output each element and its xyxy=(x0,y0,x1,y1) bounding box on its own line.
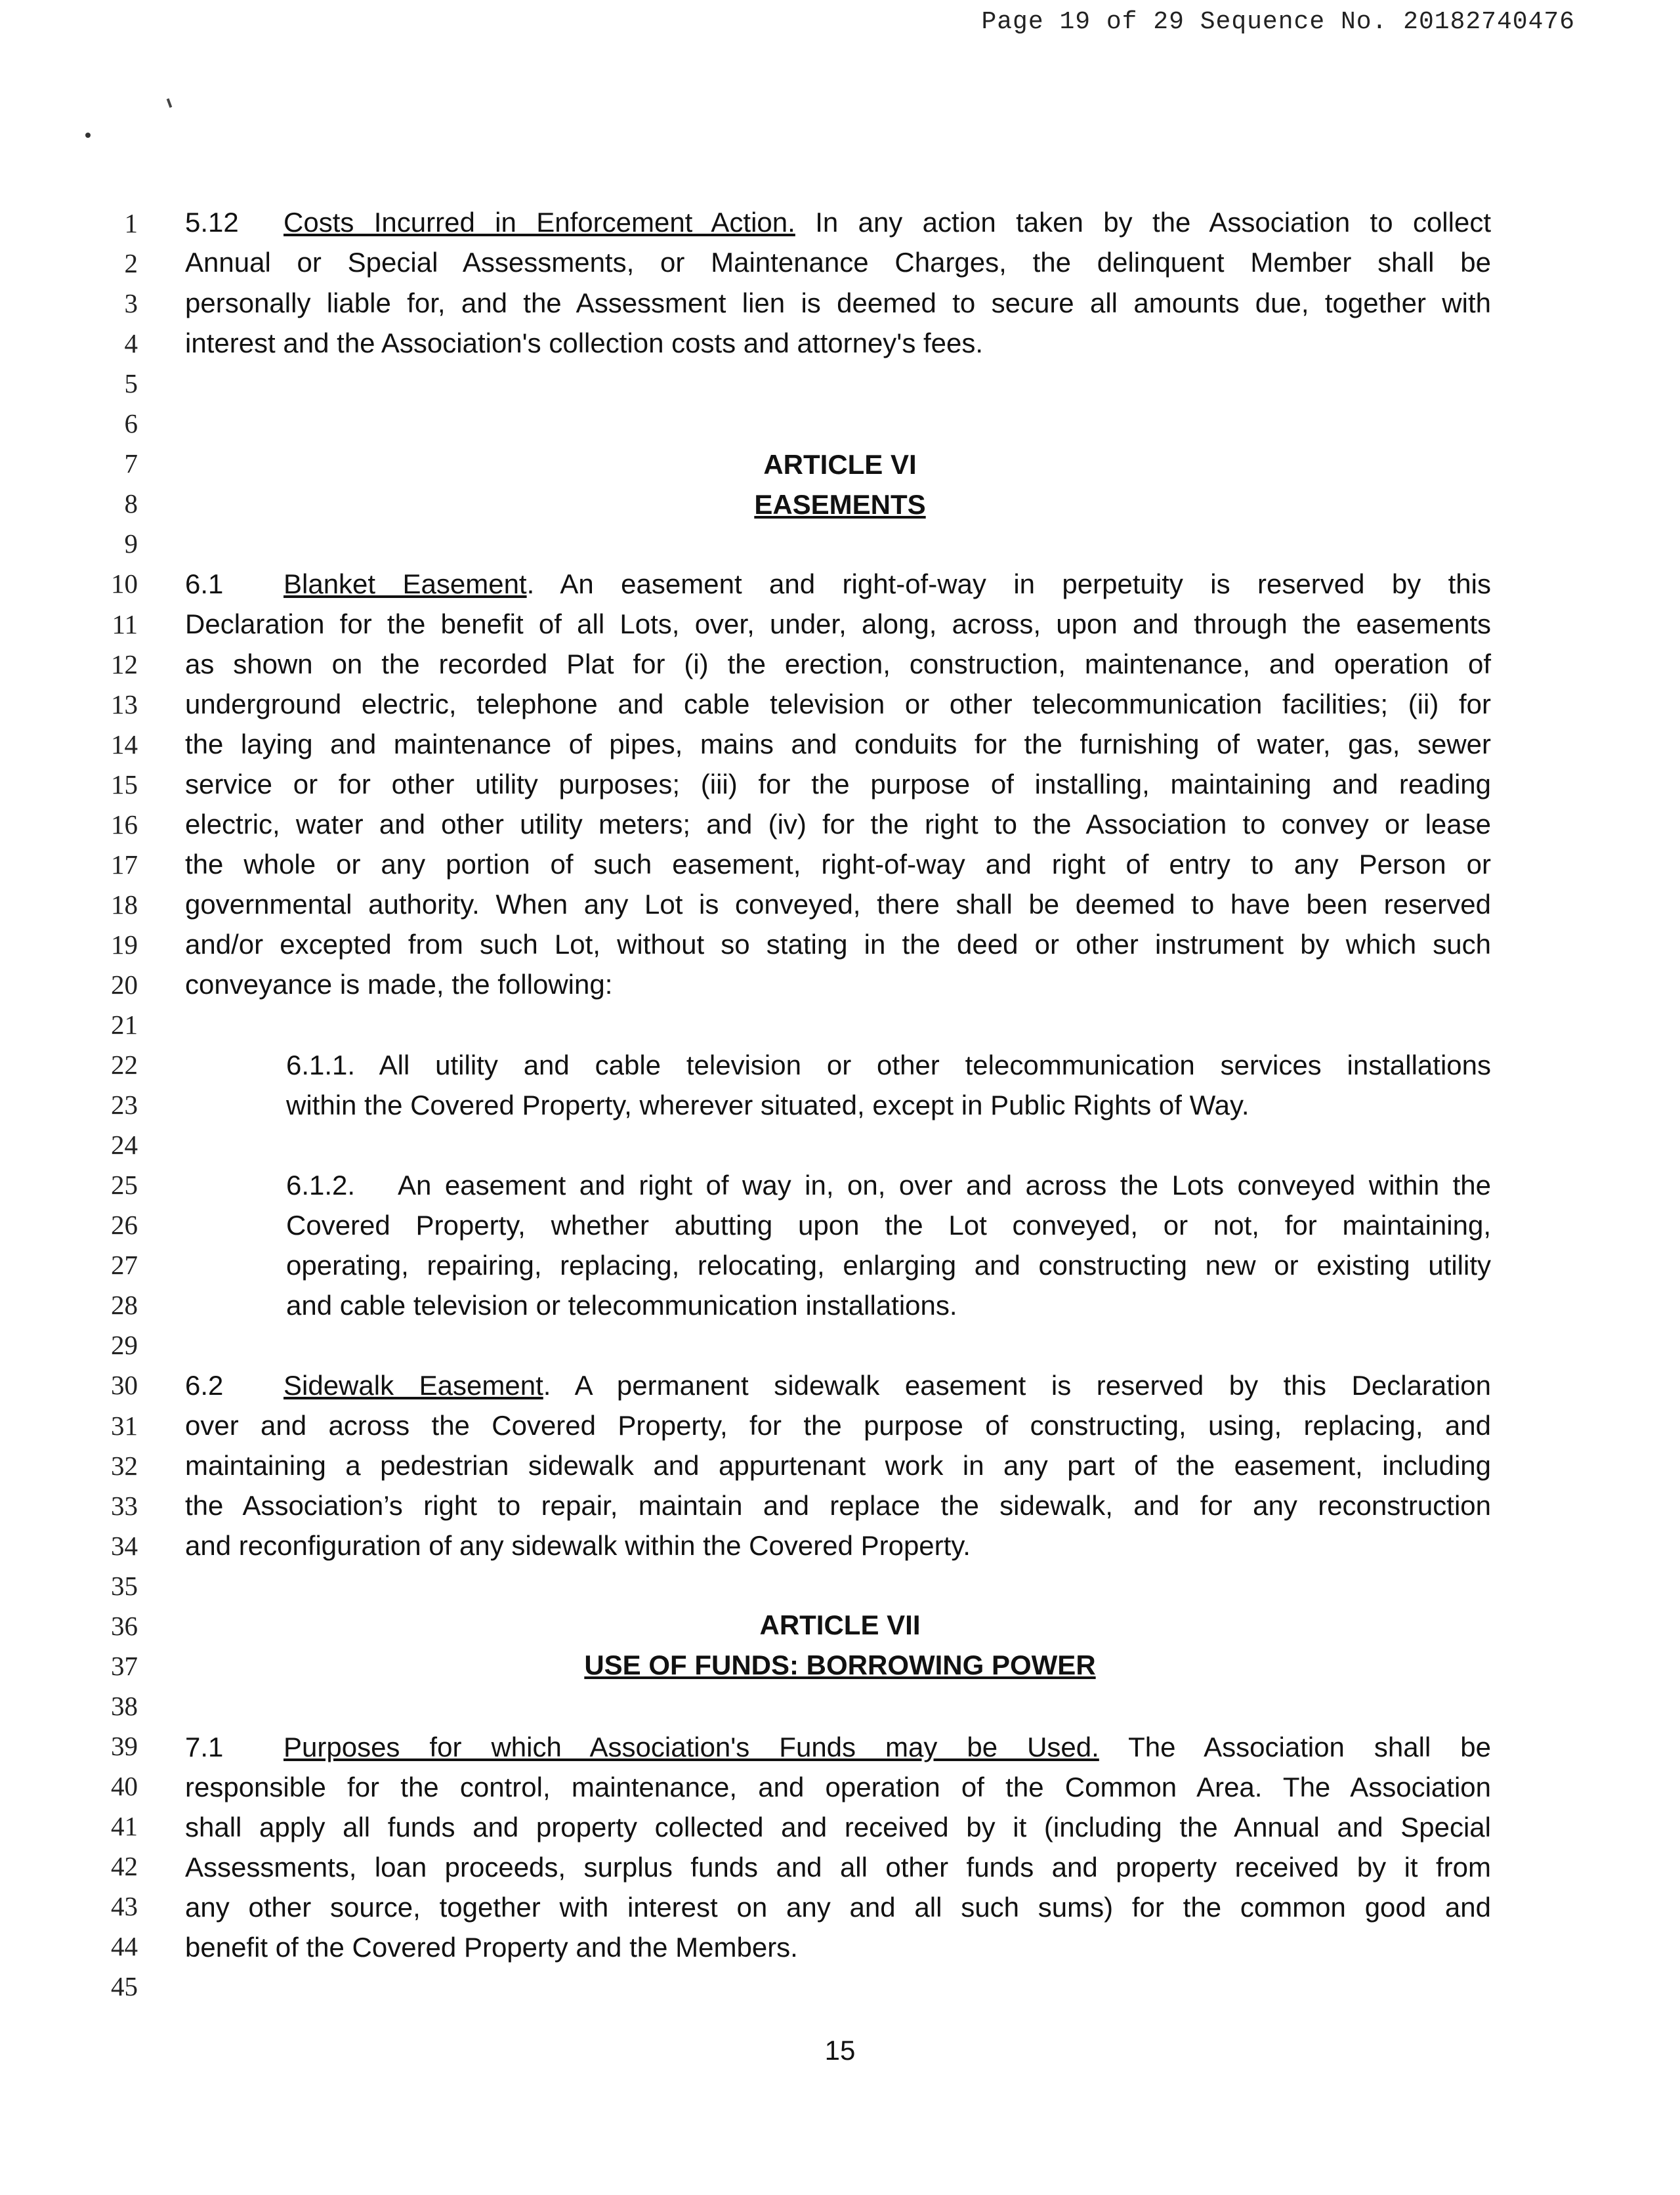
line-number: 14 xyxy=(111,729,138,759)
line-number: 26 xyxy=(111,1210,138,1240)
line-number: 20 xyxy=(111,970,138,1000)
line-number: 8 xyxy=(124,488,138,519)
line-number: 35 xyxy=(111,1571,138,1601)
line-number: 4 xyxy=(124,328,138,358)
line-number: 11 xyxy=(112,609,138,639)
subsection-6-1-2-line-1 xyxy=(286,1168,1491,1203)
line-number: 30 xyxy=(111,1370,138,1400)
line-number: 24 xyxy=(111,1130,138,1160)
section-number: 6.2 xyxy=(185,1370,224,1401)
line-number: 21 xyxy=(111,1010,138,1040)
section-text-line: as shown on the recorded Plat for (i) the erection, construction, maintenance, and operation of xyxy=(185,649,1491,679)
scan-speck xyxy=(167,98,173,108)
section-text-line: responsible for the control, maintenance, and operation of the Common Area. The Association xyxy=(185,1772,1491,1802)
section-text-line: maintaining a pedestrian sidewalk and appurtenant work in any part of the easement, including xyxy=(185,1450,1491,1481)
line-number: 6 xyxy=(124,408,138,438)
subsection-text-line: and cable television or telecommunication installations. xyxy=(286,1290,957,1321)
line-number: 1 xyxy=(124,208,138,238)
subsection-number: 6.1.2. xyxy=(286,1170,356,1201)
article-6-title: EASEMENTS xyxy=(754,489,926,520)
line-number: 5 xyxy=(124,368,138,398)
section-text-line: shall apply all funds and property collected and received by it (including the Annual and Special xyxy=(185,1812,1491,1843)
line-number: 2 xyxy=(124,248,138,278)
line-number: 23 xyxy=(111,1090,138,1120)
line-number: 41 xyxy=(111,1811,138,1841)
subsection-text-line: within the Covered Property, wherever situated, except in Public Rights of Way. xyxy=(286,1090,1250,1120)
line-number: 39 xyxy=(111,1731,138,1761)
section-title: Purposes for which Association's Funds may be Used. xyxy=(284,1732,1099,1762)
section-text-line: the Association’s right to repair, maintain and replace the sidewalk, and for any reconstruction xyxy=(185,1490,1491,1521)
section-text-line: governmental authority. When any Lot is conveyed, there shall be deemed to have been reserved xyxy=(185,889,1491,920)
section-title: Costs Incurred in Enforcement Action. xyxy=(284,207,795,238)
subsection-text-line: operating, repairing, replacing, relocating, enlarging and constructing new or existing utility xyxy=(286,1250,1491,1281)
line-number: 29 xyxy=(111,1330,138,1360)
section-text-line: any other source, together with interest on any and all such sums) for the common good and xyxy=(185,1892,1491,1923)
line-number: 44 xyxy=(111,1931,138,1961)
section-number: 7.1 xyxy=(185,1732,224,1762)
line-number: 7 xyxy=(124,448,138,479)
section-text: The Association shall be xyxy=(1128,1732,1492,1762)
line-number: 13 xyxy=(111,689,138,719)
subsection-text-line: Covered Property, whether abutting upon the Lot conveyed, or not, for maintaining, xyxy=(286,1210,1491,1241)
line-number: 9 xyxy=(124,528,138,559)
section-text-line: electric, water and other utility meters; and (iv) for the right to the Association to convey or lease xyxy=(185,809,1491,840)
line-number: 27 xyxy=(111,1250,138,1280)
section-text-line: and reconfiguration of any sidewalk within the Covered Property. xyxy=(185,1530,971,1561)
scan-speck xyxy=(85,133,91,138)
line-number: 15 xyxy=(111,769,138,799)
section-text-line: interest and the Association's collection costs and attorney's fees. xyxy=(185,328,984,358)
line-number: 18 xyxy=(111,889,138,920)
line-number: 12 xyxy=(111,649,138,679)
line-number: 45 xyxy=(111,1971,138,2001)
section-number: 6.1 xyxy=(185,568,224,599)
line-number: 36 xyxy=(111,1611,138,1641)
line-number: 22 xyxy=(111,1050,138,1080)
page-header: Page 19 of 29 Sequence No. 20182740476 xyxy=(981,8,1575,36)
section-number: 5.12 xyxy=(185,207,239,238)
article-7-heading: ARTICLE VII xyxy=(759,1609,921,1640)
line-number: 43 xyxy=(111,1891,138,1921)
section-text-line: Annual or Special Assessments, or Maintenance Charges, the delinquent Member shall be xyxy=(185,247,1491,278)
section-text-line: over and across the Covered Property, for the purpose of constructing, using, replacing, and xyxy=(185,1410,1491,1441)
section-text-line: personally liable for, and the Assessment lien is deemed to secure all amounts due, together with xyxy=(185,288,1491,318)
line-number: 42 xyxy=(111,1851,138,1881)
line-number: 28 xyxy=(111,1290,138,1320)
line-number: 25 xyxy=(111,1170,138,1200)
line-number: 32 xyxy=(111,1451,138,1481)
section-text-line: underground electric, telephone and cable television or other telecommunication facilities; (ii) for xyxy=(185,689,1491,719)
section-text-line: Declaration for the benefit of all Lots, over, under, along, across, upon and through the easements xyxy=(185,608,1491,639)
section-text-line: benefit of the Covered Property and the Members. xyxy=(185,1932,798,1963)
article-6-heading: ARTICLE VI xyxy=(763,449,917,480)
line-number: 37 xyxy=(111,1651,138,1681)
section-text-line: service or for other utility purposes; (iii) for the purpose of installing, maintaining and reading xyxy=(185,769,1491,799)
section-text: . An easement and right-of-way in perpetuity is reserved by this xyxy=(526,568,1491,599)
section-title: Blanket Easement xyxy=(284,568,527,599)
section-title: Sidewalk Easement xyxy=(284,1370,543,1401)
line-number: 31 xyxy=(111,1411,138,1441)
section-text: In any action taken by the Association to collect xyxy=(815,207,1491,238)
line-number: 17 xyxy=(111,849,138,880)
line-number: 38 xyxy=(111,1691,138,1721)
line-number: 10 xyxy=(111,568,138,599)
line-number: 16 xyxy=(111,809,138,840)
section-6-2-line-1 xyxy=(185,1369,1491,1403)
section-text-line: conveyance is made, the following: xyxy=(185,969,613,1000)
line-number: 34 xyxy=(111,1531,138,1561)
article-7-title: USE OF FUNDS: BORROWING POWER xyxy=(584,1650,1096,1680)
line-number: 3 xyxy=(124,288,138,318)
section-text-line: Assessments, loan proceeds, surplus funds and all other funds and property received by it from xyxy=(185,1852,1491,1883)
section-text-line: the laying and maintenance of pipes, mains and conduits for the furnishing of water, gas, sewer xyxy=(185,729,1491,759)
subsection-text: An easement and right of way in, on, over and across the Lots conveyed within the xyxy=(398,1170,1491,1201)
section-7-1-line-1 xyxy=(185,1730,1491,1764)
section-text: . A permanent sidewalk easement is reserved by this Declaration xyxy=(543,1370,1491,1401)
line-number: 33 xyxy=(111,1491,138,1521)
subsection-6-1-1-line-1: 6.1.1. All utility and cable television or other telecommunication services installations xyxy=(286,1050,1491,1080)
section-text-line: the whole or any portion of such easement, right-of-way and right of entry to any Person or xyxy=(185,849,1491,880)
section-text-line: and/or excepted from such Lot, without so stating in the deed or other instrument by which such xyxy=(185,929,1491,960)
page-number: 15 xyxy=(824,2035,856,2066)
line-number: 19 xyxy=(111,929,138,960)
section-5-12-line-1 xyxy=(185,205,1491,240)
section-6-1-line-1 xyxy=(185,567,1491,601)
line-number: 40 xyxy=(111,1771,138,1801)
